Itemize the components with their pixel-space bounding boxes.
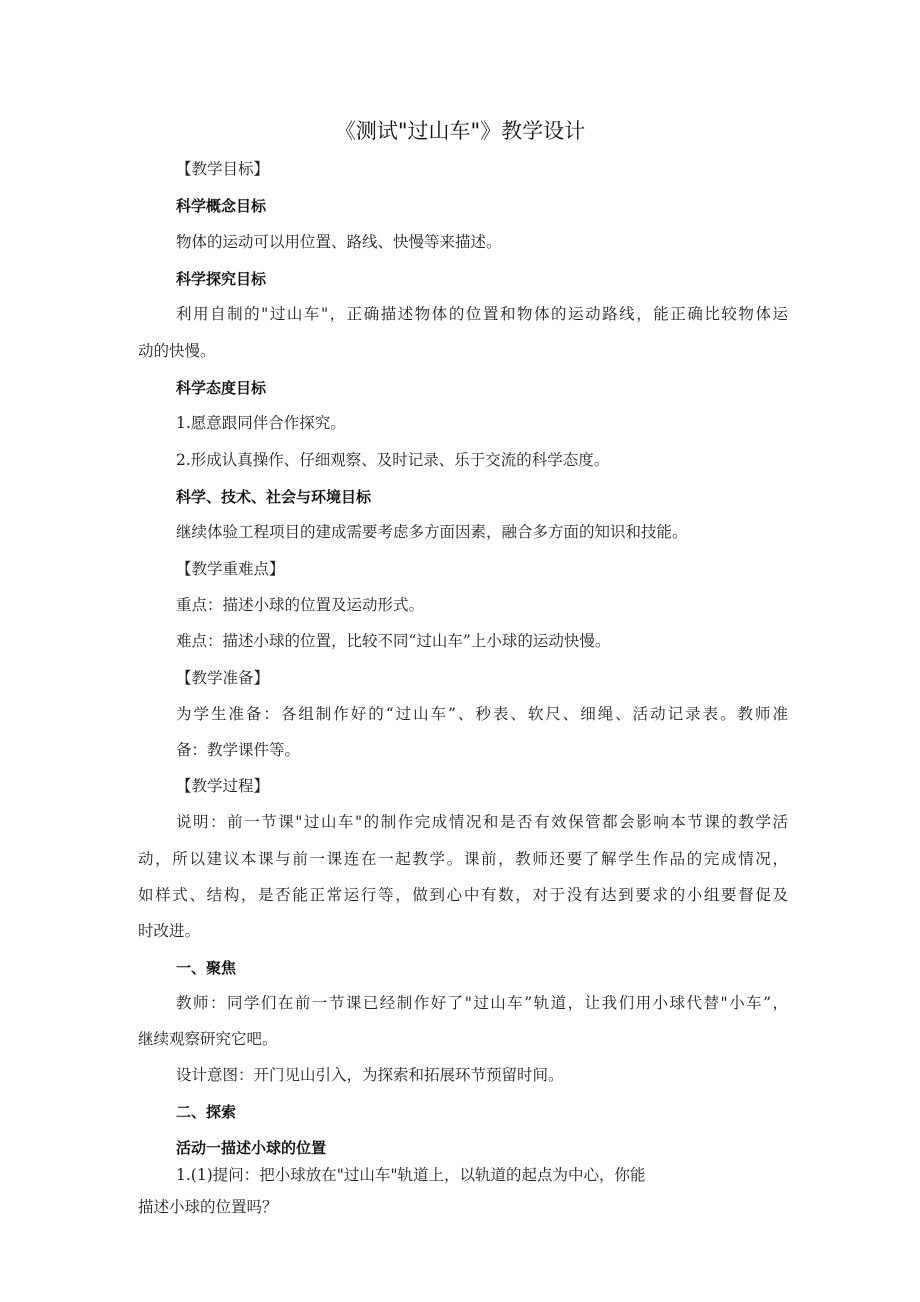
paragraph-line: 时改进。 bbox=[138, 922, 201, 940]
section-heading-explore: 二、探索 bbox=[176, 1103, 237, 1121]
paragraph-line: 说明：前一节课"过山车"的制作完成情况和是否有效保管都会影响本节课的教学活 bbox=[176, 813, 788, 831]
paragraph-line: 教师：同学们在前一节课已经制作好了"过山车”轨道，让我们用小球代替"小车”， bbox=[176, 994, 788, 1012]
paragraph-line: 动，所以建议本课与前一课连在一起教学。课前，教师还要了解学生作品的完成情况， bbox=[138, 850, 788, 868]
paragraph-line: 继续观察研究它吧。 bbox=[138, 1030, 278, 1048]
list-item: 1.愿意跟同伴合作探究。 bbox=[176, 414, 346, 432]
document-title: 《测试"过山车"》教学设计 bbox=[334, 119, 586, 143]
paragraph-line: 难点：描述小球的位置，比较不同“过山车”上小球的运动快慢。 bbox=[176, 632, 611, 650]
subheading-science-inquiry: 科学探究目标 bbox=[176, 270, 267, 288]
paragraph-line: 继续体验工程项目的建成需要考虑多方面因素，融合多方面的知识和技能。 bbox=[176, 523, 688, 541]
subheading-science-concept: 科学概念目标 bbox=[176, 197, 267, 215]
paragraph-line: 利用自制的"过山车"，正确描述物体的位置和物体的运动路线，能正确比较物体运 bbox=[176, 305, 788, 323]
subheading-stse: 科学、技术、社会与环境目标 bbox=[176, 488, 372, 506]
paragraph-line: 设计意图：开门见山引入，为探索和拓展环节预留时间。 bbox=[176, 1066, 564, 1084]
paragraph-line: 物体的运动可以用位置、路线、快慢等来描述。 bbox=[176, 233, 502, 251]
list-item: 2.形成认真操作、仔细观察、及时记录、乐于交流的科学态度。 bbox=[176, 451, 610, 469]
paragraph-line: 如样式、结构，是否能正常运行等，做到心中有数，对于没有达到要求的小组要督促及 bbox=[138, 886, 788, 904]
section-heading-process: 【教学过程】 bbox=[176, 777, 270, 795]
paragraph-line: 1.(1)提问：把小球放在"过山车"轨道上，以轨道的起点为中心，你能 bbox=[176, 1166, 646, 1184]
section-heading-key-points: 【教学重难点】 bbox=[176, 560, 285, 578]
paragraph-line: 动的快慢。 bbox=[138, 342, 216, 360]
subheading-activity-one: 活动一描述小球的位置 bbox=[176, 1139, 327, 1157]
paragraph-line: 为学生准备：各组制作好的“过山车”、秒表、软尺、细绳、活动记录表。教师准 bbox=[176, 705, 788, 723]
section-heading-preparation: 【教学准备】 bbox=[176, 669, 270, 687]
paragraph-line: 备：教学课件等。 bbox=[176, 741, 301, 759]
section-heading-focus: 一、聚焦 bbox=[176, 959, 237, 977]
subheading-science-attitude: 科学态度目标 bbox=[176, 379, 267, 397]
paragraph-line: 重点：描述小球的位置及运动形式。 bbox=[176, 596, 425, 614]
paragraph-line: 描述小球的位置吗？ bbox=[138, 1198, 278, 1216]
section-heading-objectives: 【教学目标】 bbox=[176, 160, 270, 178]
